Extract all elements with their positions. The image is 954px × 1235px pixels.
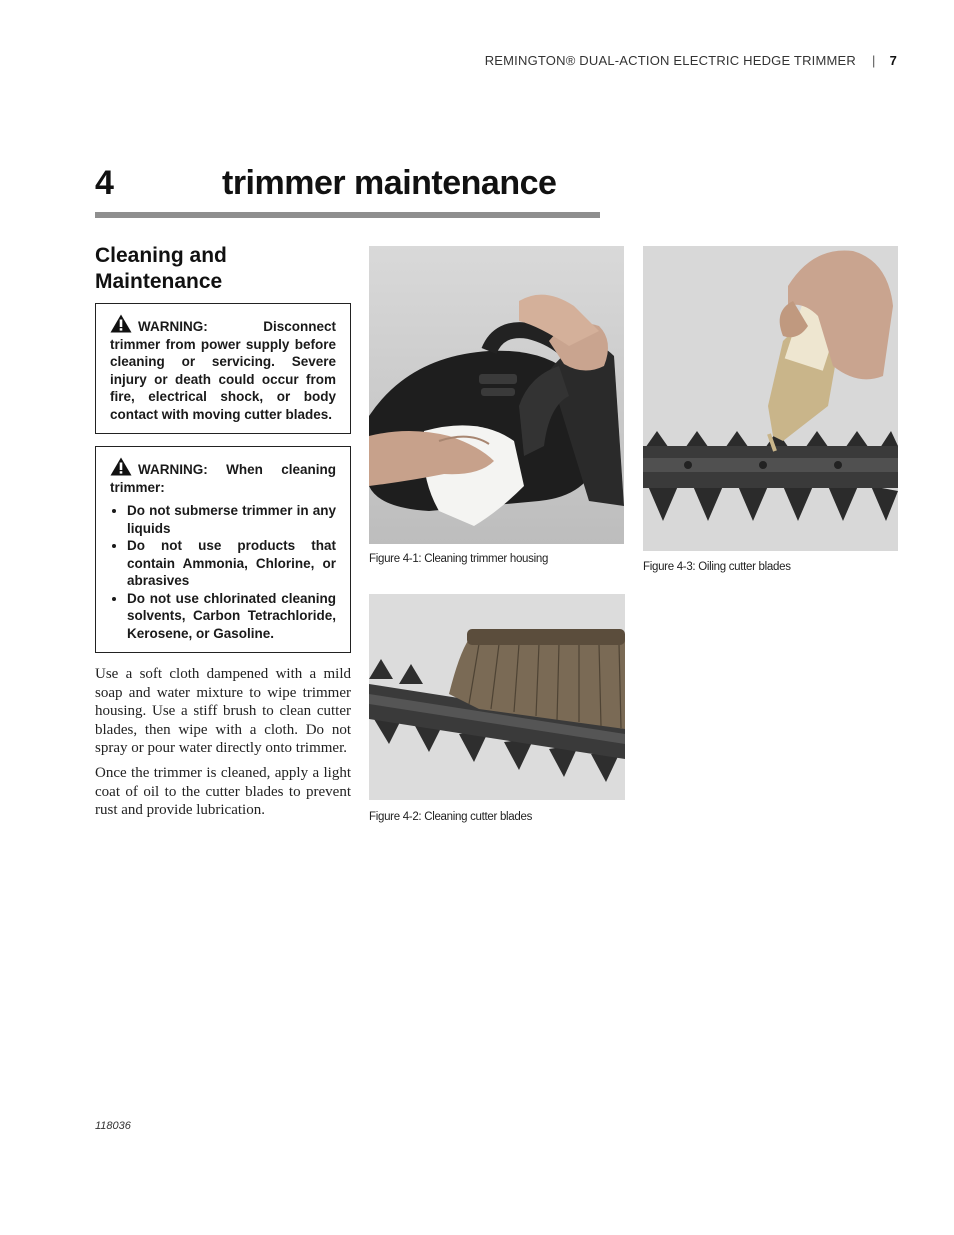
list-item: • Do not use chlorinated cleaning solvents, Carbon Tetrachloride, Kerosene, or Gasoline. [127,590,336,643]
photo-cleaning-housing [369,246,624,544]
figure-cleaning-blades [369,594,625,800]
figure-caption-4-2: Figure 4-2: Cleaning cutter blades [369,811,533,823]
warning-list [110,502,336,642]
figure-caption-4-1: Figure 4-1: Cleaning trimmer housing [369,553,549,565]
page-number: 7 [889,53,897,68]
chapter-heading [95,160,600,218]
paragraph-cleaning: Use a soft cloth dampened with a mild soap and water mixture to wipe trimmer housing. Use a stiff brush to clean cutter blades, then wipe with a cloth. Do not spray or pour water directly onto trimmer. [95,666,351,757]
warning-box-disconnect [95,303,351,434]
warning-lead-cleaning: WARNING: When cleaning trimmer: [110,462,336,495]
figure-oiling-blades [643,246,898,551]
chapter-title: trimmer maintenance [222,164,557,202]
chapter-number: 4 [95,164,114,202]
warning-box-cleaning [95,446,351,653]
header-separator: | [871,53,876,68]
left-column [95,243,351,826]
figure-cleaning-housing [369,246,624,544]
paragraph-oiling: Once the trimmer is cleaned, apply a light coat of oil to the cutter blades to prevent rust and provide lubrication. [95,764,351,819]
photo-oiling-blades [643,246,898,551]
photo-cleaning-blades [369,594,625,800]
running-header [485,53,897,68]
warning-triangle-icon [110,314,132,333]
list-item: • Do not submerse trimmer in any liquids [127,502,336,537]
section-heading: Cleaning and Maintenance [95,244,227,293]
list-item: • Do not use products that contain Ammonia, Chlorine, or abrasives [127,537,336,590]
running-title: REMINGTON® DUAL-ACTION ELECTRIC HEDGE TRIMMER [484,53,856,68]
figure-caption-4-3: Figure 4-3: Oiling cutter blades [643,561,791,573]
warning-triangle-icon [110,457,132,476]
document-number: 118036 [95,1120,131,1132]
warning-text-disconnect: WARNING: Disconnect trimmer from power supply before cleaning or servicing. Severe injury or death could occur from fire, electrical shock, or body contact with moving cutter blades. [110,319,336,422]
